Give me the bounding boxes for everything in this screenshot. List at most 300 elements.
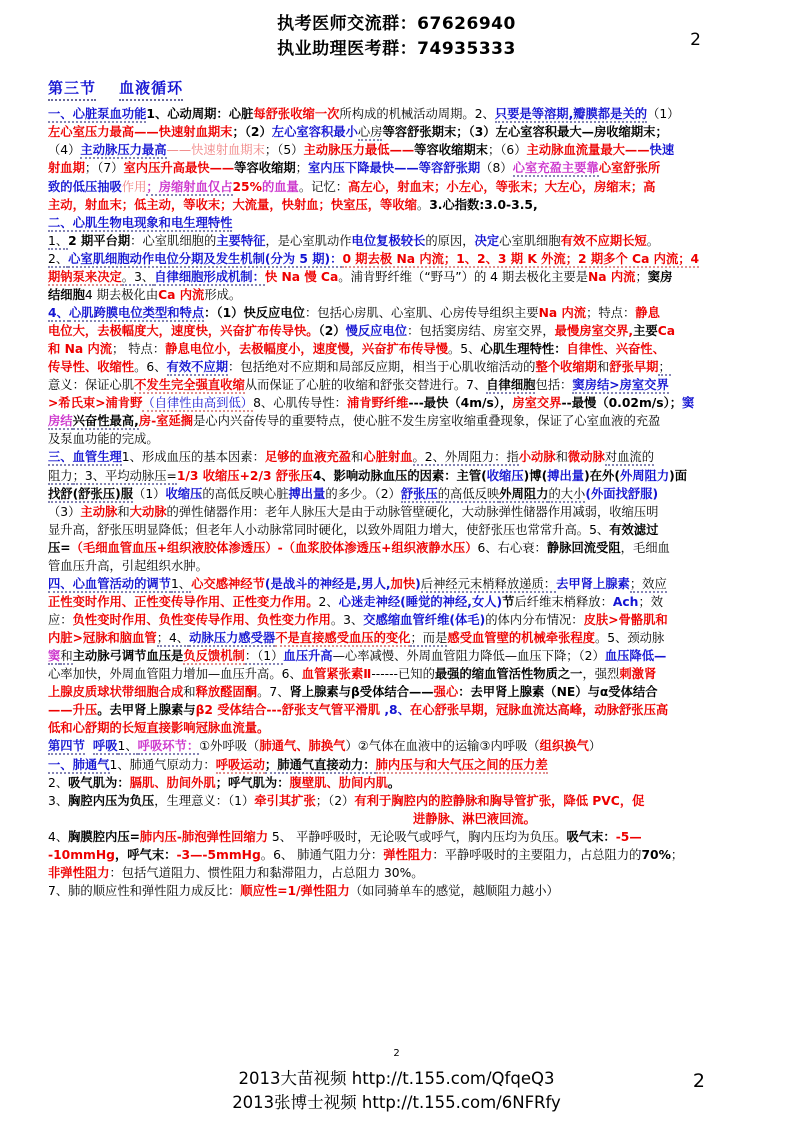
t-p10e: 。浦肯野纤维（“野马”）的 4 期去极化主要是: [338, 269, 588, 284]
t-p10g: ；: [635, 269, 648, 284]
t-p38e: 。: [387, 775, 401, 790]
t-p4e: ；: [295, 161, 308, 176]
paragraph-21: [48, 467, 781, 485]
t-p28e: 节: [502, 594, 515, 609]
t-p28b: 2、: [318, 594, 339, 609]
section-heading-block: [0, 61, 793, 105]
page-footer: [0, 1048, 793, 1117]
paragraph-26: [48, 557, 781, 575]
t-p1b: 1、心动周期：心脏: [146, 107, 254, 122]
paragraph-40: [48, 828, 781, 846]
paragraph-20: [48, 448, 781, 466]
t-p12d: 快反应电位: [243, 305, 305, 320]
t-p2a: 左心室压力最高——快速射血期末: [48, 125, 233, 140]
t-p30g: 。5、颈动脉: [594, 631, 665, 646]
t-p15b: 。6、: [134, 360, 167, 375]
t-p24b: 有效滤过: [609, 522, 659, 537]
t-p37e: 肺内压与和大气压之间的压力差: [375, 757, 548, 772]
t-p21d: +: [239, 468, 250, 483]
t-p20j: 对血流的: [604, 450, 655, 465]
t-p3h: 主动脉血流量最大——: [526, 143, 650, 158]
t-p28f: 后纤维末梢释放：: [514, 594, 613, 609]
t-p27i: 去甲肾上腺素: [556, 576, 630, 591]
t-p13f: 主要: [633, 324, 658, 339]
paragraph-29: [48, 611, 781, 629]
t-p43a: 肺的顺应性和弹性阻力成反比：: [68, 883, 241, 898]
t-p27d: (是战斗的神经是,: [264, 576, 362, 591]
t-p21f: 4、影响动脉血压的因素：主管(: [312, 468, 487, 483]
paragraph-36: [48, 737, 781, 755]
t-p4i: 心室充盈主要靠: [512, 161, 599, 176]
t-p39b: ，生理意义：（1）: [154, 793, 255, 808]
paragraph-42: [48, 864, 781, 882]
t-p22b: （1）: [133, 486, 166, 501]
t-p32d: 最强的缩血管活性物质之一: [434, 667, 583, 682]
t-p15e: 整个收缩期: [535, 360, 597, 375]
t-p30d: 不是直接感受血压的变化: [275, 631, 411, 646]
t-p22j: 的大小: [548, 486, 586, 501]
t-p32f: 刺激肾: [619, 667, 657, 682]
paragraph-39: [48, 792, 781, 810]
t-p35a: 低和心舒期的长短直接影响冠脉血流量。: [48, 721, 270, 736]
header-line-1: 执考医师交流群：67626940: [277, 14, 516, 34]
footer-page-number-small: 2: [393, 1047, 400, 1059]
t-p16d: 自律细胞: [486, 378, 536, 393]
t-p27c: 心交感神经节: [191, 576, 265, 591]
t-p17f: 房室交界: [512, 396, 562, 411]
t-p18a: 房结: [48, 414, 73, 429]
t-p16c: 从而保证了心脏的收缩和舒张交替进行。7、: [244, 378, 487, 393]
t-p32b: 血管紧张素Ⅱ: [301, 667, 372, 682]
t-p31b: 和: [60, 649, 73, 664]
t-p29e: (体毛): [449, 613, 486, 628]
t-p13a: 电位大，去极幅度大，速度快，兴奋扩布传导快。: [48, 324, 319, 339]
t-p3c: ——快速射血期末: [166, 143, 265, 158]
t-p14e: 心肌生理特性：: [480, 342, 567, 357]
t-p39f: 进静脉、淋巴液回流。: [413, 811, 536, 826]
t-p29a: 应：: [48, 613, 73, 628]
t-p10f: Na 内流: [588, 269, 636, 284]
t-p36b: 呼吸: [92, 739, 118, 754]
t-p27h: 后神经元末梢释放递质：: [420, 576, 557, 591]
t-p5g: 高左心，射血末；小左心，等张末；大左心，房缩末；高: [348, 179, 656, 194]
t-p36c: 1、: [117, 739, 138, 754]
t-p27g: ): [415, 576, 421, 591]
t-p32c: ------已知的: [371, 667, 435, 682]
paragraph-7: [48, 214, 781, 232]
t-p26a: 管血压升高，引起组织水肿。: [48, 558, 208, 573]
t-p1f: （1）: [647, 107, 680, 122]
t-p22h: 的高低反映: [437, 486, 500, 501]
t-p38c: ；呼气肌为：: [215, 775, 290, 790]
t-p15h: ；: [658, 360, 671, 375]
t-p31a: 窦: [48, 649, 61, 664]
paragraph-4: [48, 159, 781, 177]
t-p22f: 的多少。（2）: [325, 486, 401, 501]
t-p40b: 肺内压-肺泡弹性回缩力: [139, 829, 268, 844]
paragraph-33: [48, 683, 781, 701]
paragraph-12: [48, 304, 781, 322]
t-p7a: 二、心肌生物电现象和电生理特性: [48, 215, 233, 230]
paragraph-9: [48, 250, 781, 268]
t-p22i: 外周阻力: [499, 486, 549, 501]
t-p25d: 静脉回流受阻: [546, 540, 621, 555]
t-p30e: ；而是: [410, 631, 448, 646]
t-p29d: 交感缩血管纤维: [363, 613, 450, 628]
page-header: [0, 0, 793, 61]
t-p30b: ；4、: [156, 631, 190, 646]
t-p21b: ；3、平均动脉压=: [72, 468, 177, 483]
t-p34d: ,8、: [380, 703, 410, 718]
t-p4f: 室内压下降最快——: [307, 161, 419, 176]
t-p16b: 不发生完全强直收缩: [134, 378, 245, 393]
t-p21h: )博(: [523, 468, 548, 483]
t-p14a: 和 Na 内流: [48, 342, 113, 357]
t-p4d: 等容收缩期: [234, 161, 296, 176]
t-p30a: 内脏>冠脉和脑血管: [48, 631, 157, 646]
t-p33d: 。7、: [257, 685, 290, 700]
t-p10a: 期钠泵来决定: [48, 269, 122, 284]
paragraph-24: [48, 521, 781, 539]
t-p20f: 。2、外周阻力：指: [412, 450, 519, 465]
t-p17b: （自律性由高到低）: [142, 396, 254, 411]
t-p22a: 找舒(舒张压)服: [48, 486, 134, 501]
t-p22k: (外面找舒服): [585, 486, 659, 501]
t-p6b: 。: [416, 197, 430, 212]
t-p1c: 每舒张收缩一次: [253, 107, 340, 122]
t-p8b: 2 期平台期: [68, 233, 131, 248]
t-p23a: （3）: [48, 504, 81, 519]
t-p9b: 心室肌细胞动作电位分期及发生机制(分为 5 期)：: [68, 251, 343, 266]
t-p20e: 心脏射血: [363, 450, 413, 465]
t-p9a: 2、: [48, 251, 69, 266]
t-p13e: 最慢房室交界,: [554, 324, 634, 339]
t-p3i: 快速: [649, 143, 675, 158]
t-p1a: 一、心脏泵血功能: [48, 107, 147, 122]
t-p12a: 4、: [48, 305, 69, 320]
t-p8i: 心室肌细胞: [499, 233, 561, 248]
t-p8e: ，是心室肌动作: [265, 233, 352, 248]
t-p22g: 舒张压: [400, 486, 438, 501]
t-p8f: 电位复极较长: [351, 233, 426, 248]
t-p43c: （如同骑单车的感觉，越顺阻力越小）: [349, 883, 559, 898]
t-p20g: 小动脉: [518, 450, 556, 465]
t-p41b: ，呼气末：: [114, 847, 177, 862]
t-p36h: 组织换气: [539, 739, 589, 754]
t-p14f: 自律性、兴奋性、: [566, 342, 665, 357]
paragraph-38: [48, 774, 781, 792]
t-p20c: 足够的血液充盈: [264, 450, 351, 465]
t-p3a: （4）: [48, 143, 81, 158]
t-p31c: 主动脉弓调节血压是: [72, 649, 184, 664]
paragraph-15: [48, 358, 781, 376]
t-p5d: 25%: [232, 179, 262, 194]
t-p22d: 的高低反映心脏: [202, 486, 289, 501]
t-p29f: 的体内分布情况：: [485, 613, 584, 628]
paragraph-13: [48, 322, 781, 340]
paragraph-34: [48, 701, 781, 719]
t-p15d: ：包括绝对不应期和局部反应期，相当于心肌收缩活动的: [228, 360, 536, 375]
t-p4j: 心室舒张所: [598, 161, 661, 176]
t-p8k: 。: [646, 233, 660, 248]
t-p31f: 血压升高: [283, 649, 333, 664]
t-p9c: 0 期去极 Na 内流；1、2、3 期 K 外流；2 期多个 Ca 内流；4: [342, 251, 700, 266]
t-p25c: 6、右心衰：: [477, 540, 547, 555]
t-p33e: 肾上腺素与β受体结合——: [289, 685, 434, 700]
t-p36d: 呼吸环节：: [137, 739, 200, 754]
t-p27a: 四、心血管活动的调节: [48, 576, 171, 591]
t-p11a: 结细胞: [48, 287, 85, 302]
paragraph-32: [48, 665, 781, 683]
t-p5a: 致的低压抽吸: [48, 179, 122, 194]
header-line-2: 执业助理医考群：74935333: [277, 38, 516, 59]
t-p38a: 吸气肌为：: [68, 775, 130, 790]
t-p22c: 收缩压: [165, 486, 203, 501]
t-p41c: -3—-5mmHg: [176, 847, 261, 862]
t-p38d: 腹壁肌、肋间内肌: [289, 775, 388, 790]
t-p4c: 室内压升高最快——: [123, 161, 235, 176]
paragraph-27: [48, 575, 781, 593]
t-p40num: 4、: [48, 829, 69, 844]
t-p12g: ；特点：: [586, 305, 636, 320]
t-p17e: ---最快（4m/s），: [408, 396, 513, 411]
t-p28d: (睡觉的神经,女人): [400, 594, 503, 609]
t-p20i: 微动脉: [567, 450, 605, 465]
paragraph-2: [48, 123, 781, 141]
paragraph-8: [48, 232, 781, 250]
t-p8g: 的原因，: [425, 233, 475, 248]
paragraph-22: [48, 485, 781, 503]
t-p17a: >希氏束>浦肯野: [48, 396, 143, 411]
paragraph-30: [48, 629, 781, 647]
t-p23d: 大动脉: [129, 504, 167, 519]
t-p39a: 胸腔内压为负压: [68, 793, 155, 808]
t-p17d: 浦肯野纤维: [346, 396, 409, 411]
t-p11d: 形成。: [204, 287, 242, 302]
t-p36f: 肺通气、肺换气: [259, 739, 346, 754]
t-p43num: 7、: [48, 883, 69, 898]
paragraph-25: [48, 539, 781, 557]
t-p14b: ； 特点：: [112, 342, 166, 357]
t-p5f: 。记忆：: [298, 179, 349, 194]
t-p31d: 负反馈机制: [183, 649, 245, 664]
t-p12e: ：包括心房肌、心室肌、心房传导组织主要: [304, 305, 539, 320]
t-p15a: 传导性、收缩性: [48, 360, 135, 375]
paragraph-14: [48, 340, 781, 358]
section-number: 第三节: [48, 77, 96, 101]
t-p31e: ：（1）: [244, 649, 284, 664]
t-p21i: 搏出量: [547, 468, 585, 483]
paragraph-39-cont: [48, 810, 781, 828]
t-p13g: Ca: [657, 324, 676, 339]
t-p41d: 。6、 肺通气阻力分：: [260, 847, 384, 862]
t-p11b: 4 期去极化由: [84, 287, 159, 302]
t-p21a: 阻力: [48, 468, 73, 483]
t-p40e: -5—: [615, 829, 642, 844]
t-p21c: 1/3 收缩压: [176, 468, 240, 483]
footer-page-number-big: 2: [692, 1070, 705, 1092]
t-p2c: 左心室容积最小: [271, 125, 358, 140]
paragraph-41: [48, 846, 781, 864]
paragraph-16: [48, 376, 781, 394]
t-p15c: 有效不应期: [166, 360, 229, 375]
t-p10h: 窦房: [647, 269, 673, 284]
t-p25e: ，毛细血: [620, 540, 670, 555]
t-p18c: 房-室延搁: [138, 414, 194, 429]
t-p3e: 主动脉压力最低——: [303, 143, 415, 158]
paragraph-18: [48, 412, 781, 430]
t-p42a: 非弹性阻力: [48, 865, 110, 880]
footer-link-1: 2013大苗视频 http://t.155.com/QfqeQ3: [238, 1068, 555, 1088]
t-p1e: 只要是等溶期,瓣膜都是关的: [494, 107, 648, 122]
t-p6c: 3.心指数:3.0-3.5,: [429, 197, 538, 212]
t-p1d: 所构成的机械活动周期。2、: [339, 107, 495, 122]
t-p33b: 和: [183, 685, 196, 700]
t-p33c: 释放醛固酮: [195, 685, 258, 700]
t-p36i: ）: [588, 739, 602, 754]
t-p38num: 2、: [48, 775, 69, 790]
t-p17h: 窦: [682, 396, 695, 411]
t-p4g: 等容舒张期: [418, 161, 481, 176]
t-p43b: 顺应性=1/弹性阻力: [240, 883, 350, 898]
t-p15g: 舒张早期: [609, 360, 659, 375]
t-p11c: Ca 内流: [158, 287, 205, 302]
t-p14d: 。5、: [448, 342, 481, 357]
t-p27j: ；效应: [629, 576, 667, 591]
t-p5e: 的血量: [261, 179, 299, 194]
t-p28a: 正性变时作用、正性变传导作用、正性变力作用。: [48, 594, 319, 609]
t-p3d: ；（5）: [264, 143, 304, 158]
t-p17g: --最慢（0.02m/s）；: [561, 396, 683, 411]
t-p32e: ，强烈: [582, 667, 620, 682]
t-p37c: 呼吸运动: [215, 757, 265, 772]
t-p21g: 收缩压: [486, 468, 524, 483]
t-p10b: 。3、: [121, 269, 155, 284]
t-p23e: 的弹性储器作用：老年人脉压大是由于动脉管壁硬化，大动脉弹性储器作用减弱，收缩压明: [166, 504, 659, 519]
t-p4b: ；（7）: [84, 161, 124, 176]
paragraph-11: [48, 286, 781, 304]
t-p20h: 和: [555, 450, 568, 465]
t-p37a: 一、肺通气: [48, 757, 110, 772]
paragraph-5: [48, 178, 781, 196]
t-p17c: 8、心肌传导性：: [253, 396, 347, 411]
t-p21k: 外周阻力: [619, 468, 670, 483]
paragraph-31: [48, 647, 781, 665]
t-p12c: ：（1）: [204, 305, 244, 320]
t-p31g: —心率减慢、外周血管阻力降低—血压下降；（2）: [332, 649, 605, 664]
t-p27b: 1、: [170, 576, 192, 591]
t-p40a: 胸膜腔内压=: [68, 829, 140, 844]
t-p33g: ：去甲肾上腺素（NE）与α受体结合: [458, 685, 658, 700]
t-p34e: 在心舒张早期，冠脉血流达高峰，动脉舒张压高: [409, 703, 669, 718]
t-p30f: 感受血管壁的机械牵张程度: [447, 631, 595, 646]
t-p10d: 快 Na 慢 Ca: [264, 269, 339, 284]
t-p12b: 心肌跨膜电位类型和特点: [68, 305, 205, 320]
t-p41g: 70%: [641, 847, 671, 862]
t-p27f: 加快: [390, 576, 416, 591]
t-p20b: 1、形成血压的基本因素：: [121, 450, 265, 465]
t-p12f: Na 内流: [538, 305, 587, 320]
t-p16a: 意义：保证心肌: [48, 378, 135, 393]
t-p13d: ：包括窦房结、房室交界，: [407, 324, 555, 339]
t-p28g: Ach: [612, 594, 639, 609]
header-page-number: 2: [690, 30, 701, 50]
t-p34b: 。去甲肾上腺素与: [97, 703, 196, 718]
t-p5c: ；房缩射血仅占: [146, 179, 233, 194]
t-p16e: 包括：: [535, 378, 573, 393]
t-p8c: ：心室肌细胞的: [130, 233, 217, 248]
t-p39c: 牵引其扩张: [254, 793, 316, 808]
t-p34a: ——升压: [48, 703, 98, 718]
t-p29c: 。3、: [330, 613, 364, 628]
t-p30c: 动脉压力感受器: [189, 631, 276, 646]
t-p29b: 负性变时作用、负性变传导作用、负性变力作用: [72, 613, 331, 628]
t-p37b: 1、肺通气原动力：: [109, 757, 216, 772]
t-p21l: )面: [669, 468, 688, 483]
t-p5b: 作用: [121, 179, 147, 194]
t-p25b: （毛细血管血压+组织液胶体渗透压）-（血浆胶体渗透压+组织液静水压）: [70, 540, 478, 555]
t-p13b: （2）: [318, 324, 346, 339]
t-p36a: 第四节: [48, 739, 85, 754]
paragraph-19: [48, 430, 781, 448]
t-p15f: 和: [596, 360, 610, 375]
paragraph-43: [48, 882, 781, 900]
t-p6a: 主动，射血末；低主动，等收末；大流量，快射血；快室压，等收缩: [48, 197, 417, 212]
t-p36e: ①外呼吸（: [199, 739, 260, 754]
section-title: 血液循环: [119, 77, 183, 101]
t-p14c: 静息电位小，去极幅度小，速度慢，兴奋扩布传导慢: [165, 342, 448, 357]
t-p12h: 静息: [635, 305, 660, 320]
t-p22e: 搏出量: [288, 486, 326, 501]
t-p34c: β2 受体结合---舒张支气管平滑肌: [195, 703, 381, 718]
t-p31h: 血压降低—: [604, 649, 667, 664]
t-p41e: 弹性阻力: [383, 847, 433, 862]
t-p2e: 等容舒张期末: [382, 125, 457, 140]
paragraph-6: [48, 196, 781, 214]
paragraph-23: [48, 503, 781, 521]
t-p42b: ：包括气道阻力、惯性阻力和黏滞阻力，占总阻力 30%。: [109, 865, 424, 880]
t-p3g: ；（6）: [487, 143, 527, 158]
t-p21j: )在外(: [584, 468, 620, 483]
t-p2d: 心房: [357, 125, 383, 140]
paragraph-35: [48, 719, 781, 737]
t-p3b: 主动脉压力最高: [80, 143, 167, 158]
t-p28c: 心迷走神经: [338, 594, 401, 609]
t-p39e: 有利于胸腔内的腔静脉和胸导管扩张，降低 PVC，促: [354, 793, 645, 808]
paragraph-3: [48, 141, 781, 159]
t-p21e: 2/3 舒张压: [249, 468, 313, 483]
t-p20a: 三、血管生理: [48, 450, 122, 465]
t-p23b: 主动脉: [80, 504, 118, 519]
t-p19a: 及泵血功能的完成。: [48, 432, 159, 447]
t-p41h: ；: [670, 847, 684, 862]
t-p24a: 显升高，舒张压明显降低；但老年人小动脉常同时硬化，以致外周阻力增大，使舒张压也常常升高。5、: [48, 522, 610, 537]
document-body: [0, 105, 793, 900]
t-p25a: 压=: [48, 540, 71, 555]
t-p4a: 射血期: [48, 161, 85, 176]
t-p13c: 慢反应电位: [345, 324, 408, 339]
t-p2b: ；（2）: [232, 125, 272, 140]
t-p38b: 膈肌、肋间外肌: [129, 775, 216, 790]
t-p41a: -10mmHg: [48, 847, 115, 862]
paragraph-17: [48, 394, 781, 412]
t-p41f: ：平静呼吸时的主要阻力，占总阻力的: [432, 847, 642, 862]
t-p8h: 决定: [474, 233, 500, 248]
t-p40c: 5、 平静呼吸时，无论吸气或呼气，胸内压均为负压。: [268, 829, 567, 844]
t-p36g: ）②气体在血液中的运输③内呼吸（: [345, 739, 540, 754]
t-p40d: 吸气末：: [566, 829, 616, 844]
t-p18d: 是心内兴奋传导的重要特点，使心脏不发生房室收缩重叠现象，保证了心室血液的充盈: [193, 414, 661, 429]
